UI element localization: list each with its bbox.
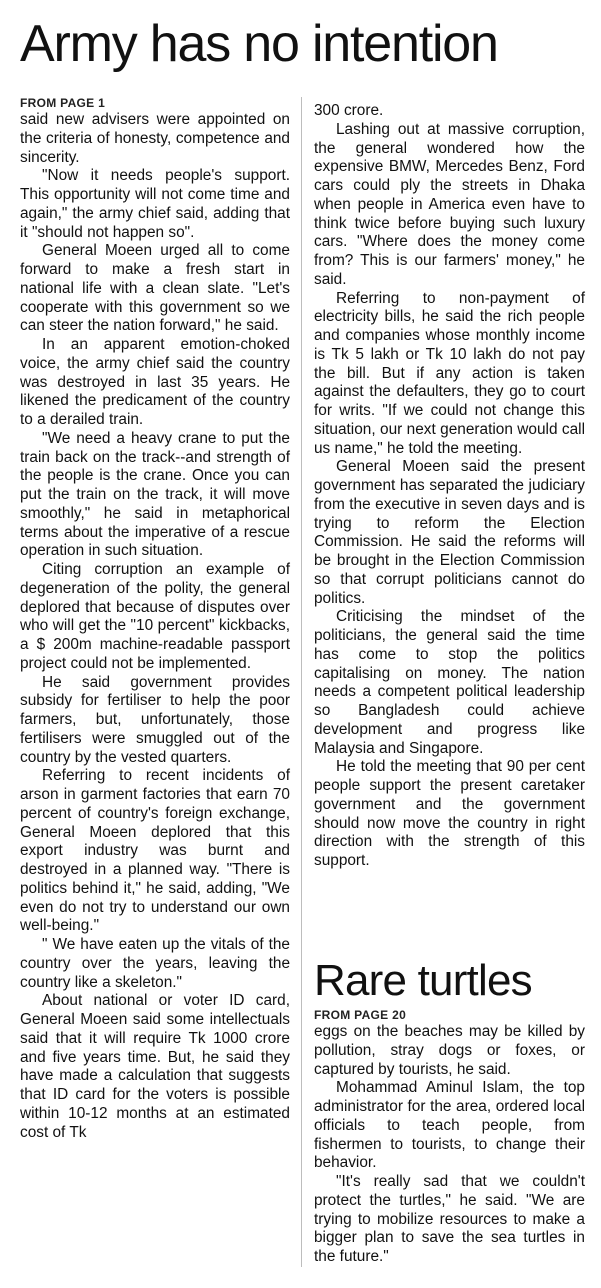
from-page-label: FROM PAGE 20 — [314, 1008, 407, 1022]
story-headline: Army has no intention — [20, 15, 498, 73]
paragraph: Referring to non-payment of electricity bills, he said the rich people and companies whose monthly income is Tk 5 lakh or Tk 10 lakh do not pay the bill. But if any action is taken against the defaulters, they go to court for writs. "If we could not change this situation, our next generation would call us name," he told the meeting. — [314, 289, 585, 457]
paragraph: Referring to recent incidents of arson in garment factories that earn 70 percent of country's foreign exchange, General Moeen deplored that this export industry was burnt and destroyed in a planned way. "There is politics behind it," he said, adding, "We even do not try to understand our own well-being." — [20, 767, 290, 935]
paragraph: General Moeen said the present government has separated the judiciary from the executive in seven days and is trying to reform the Election Commission. He said the reforms will be brought in the Election Commission so that corrupt politicians cannot do politics. — [314, 458, 585, 607]
paragraph: He told the meeting that 90 per cent people support the present caretaker government and the government should now move the country in right direction with the strength of this support. — [314, 758, 585, 869]
paragraph: Mohammad Aminul Islam, the top administrator for the area, ordered local officials to teach people, from fishermen to tourists, to change their behavior. — [314, 1079, 585, 1172]
paragraph: "We need a heavy crane to put the train back on the track--and strength of the people is the crane. Once you can put the train on the track, it will move smoothly," he said in metaphorical terms about the imperative of a rescue operation in such situation. — [20, 429, 290, 560]
paragraph: In an apparent emotion-choked voice, the army chief said the country was destroyed in last 35 years. He likened the predicament of the country to a derailed train. — [20, 336, 290, 428]
paragraph: Criticising the mindset of the politicians, the general said the time has come to stop the politics capitalising on money. The nation needs a competent political leadership so Bangladesh could achieve development and progress like Malaysia and Singapore. — [314, 608, 585, 757]
paragraph: Citing corruption an example of degeneration of the polity, the general deplored that because of disputes over who will get the "10 percent" kickbacks, a $ 200m machine-readable passport project could not be implemented. — [20, 561, 290, 672]
second-story — [314, 955, 585, 1267]
paragraph: About national or voter ID card, General Moeen said some intellectuals said that it will require Tk 1000 crore and five years time. But, he said they have made a calculation that suggests that ID card for the voters is possible within 10-12 months at an estimated cost of Tk — [20, 992, 290, 1141]
column-divider — [301, 97, 302, 1267]
paragraph: said new advisers were appointed on the criteria of honesty, competence and sincerity. — [20, 111, 290, 166]
paragraph: "It's really sad that we couldn't protect the turtles," he said. "We are trying to mobilize resources to make a bigger plan to save the sea turtles in the future." — [314, 1173, 585, 1265]
story-right-column — [314, 102, 585, 871]
paragraph: "Now it needs people's support. This opportunity will not come time and again," the army chief said, adding that it "should not happen so". — [20, 167, 290, 241]
second-story-headline: Rare turtles — [314, 956, 532, 1005]
paragraph: " We have eaten up the vitals of the country over the years, leaving the country like a skeleton." — [20, 936, 290, 991]
from-page-label: FROM PAGE 1 — [20, 96, 106, 110]
story-left-column — [20, 95, 290, 1142]
paragraph: He said government provides subsidy for fertiliser to help the poor farmers, but, unfortunately, those fertilisers were smuggled out of the country by the vested quarters. — [20, 673, 290, 766]
paragraph: Lashing out at massive corruption, the general wondered how the expensive BMW, Mercedes Benz, Ford cars could ply the streets in Dhaka when people in America even have to think twice before buying such luxury cars. "Where does the money come from? This is our farmers' money," he said. — [314, 120, 585, 288]
paragraph: eggs on the beaches may be killed by pollution, stray dogs or foxes, or captured by tourists, he said. — [314, 1023, 585, 1078]
paragraph: 300 crore. — [314, 102, 384, 119]
paragraph: General Moeen urged all to come forward to make a fresh start in national life with a clean slate. "Let's cooperate with this government so we can steer the nation forward," he said. — [20, 242, 290, 335]
